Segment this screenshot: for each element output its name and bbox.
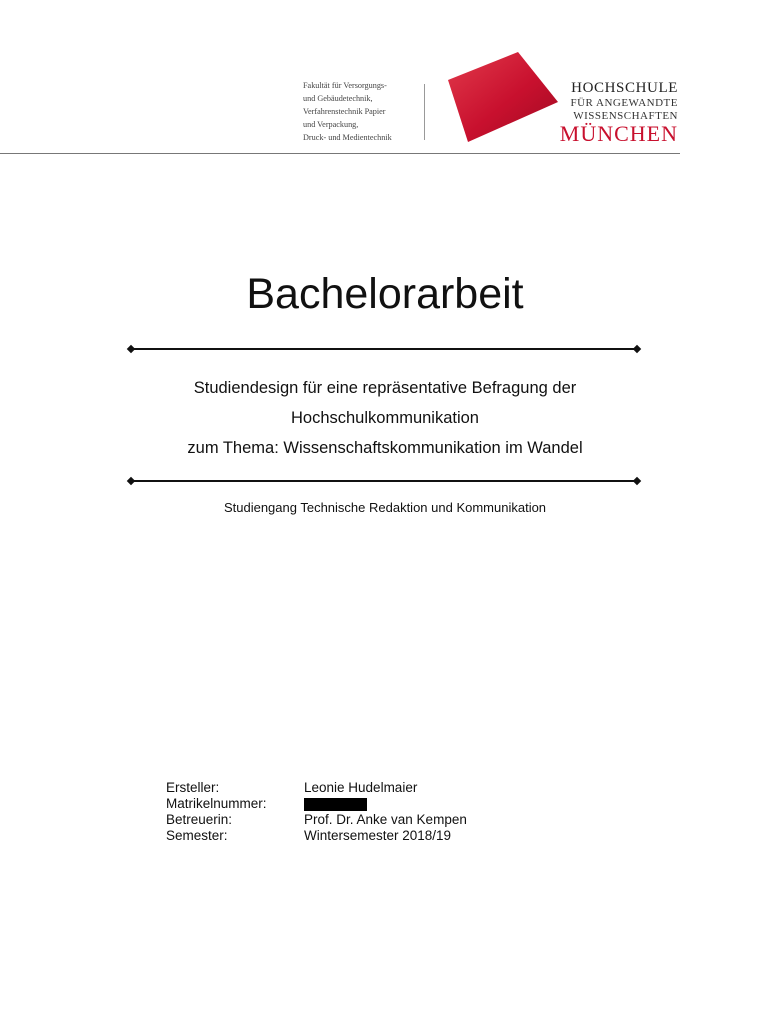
logo-line-hochschule: HOCHSCHULE	[571, 80, 678, 96]
info-label: Semester:	[166, 828, 228, 843]
info-label: Betreuerin:	[166, 812, 233, 827]
author-info-table	[166, 780, 467, 844]
redaction-box	[304, 798, 367, 811]
faculty-line: Druck- und Medientechnik	[303, 133, 392, 142]
info-label: Ersteller:	[166, 780, 220, 795]
logo-line-muenchen: MÜNCHEN	[559, 121, 678, 146]
info-row-supervisor	[166, 812, 467, 828]
thesis-subtitle	[0, 373, 770, 463]
logo-line-wissenschaften: WISSENSCHAFTEN	[573, 109, 678, 122]
faculty-line: Verfahrenstechnik Papier	[303, 107, 386, 116]
info-row-semester	[166, 828, 467, 844]
header-vertical-divider	[424, 84, 425, 140]
info-value: Wintersemester 2018/19	[304, 828, 452, 843]
university-logo-text	[548, 80, 678, 145]
info-row-matriculation	[166, 796, 467, 812]
logo-line-fuer-angewandte: FÜR ANGEWANDTE	[570, 97, 678, 109]
subtitle-line: Hochschulkommunikation	[290, 409, 479, 427]
subtitle-line: Studiendesign für eine repräsentative Befragung der	[193, 379, 577, 397]
faculty-line: und Verpackung,	[303, 120, 359, 129]
document-title: Bachelorarbeit	[246, 270, 524, 318]
header-rule	[0, 153, 680, 154]
faculty-line: Fakultät für Versorgungs-	[303, 81, 387, 90]
faculty-line: und Gebäudetechnik,	[303, 94, 373, 103]
info-row-author	[166, 780, 467, 796]
university-logo-icon	[440, 50, 560, 150]
info-value: Leonie Hudelmaier	[304, 780, 418, 795]
info-value: Prof. Dr. Anke van Kempen	[304, 812, 467, 827]
top-divider	[128, 344, 640, 354]
bottom-divider	[128, 476, 640, 486]
info-label: Matrikelnummer:	[166, 796, 267, 811]
faculty-name	[303, 79, 421, 144]
study-program: Studiengang Technische Redaktion und Kommunikation	[223, 500, 547, 515]
subtitle-line: zum Thema: Wissenschaftskommunikation im Wandel	[187, 439, 583, 457]
